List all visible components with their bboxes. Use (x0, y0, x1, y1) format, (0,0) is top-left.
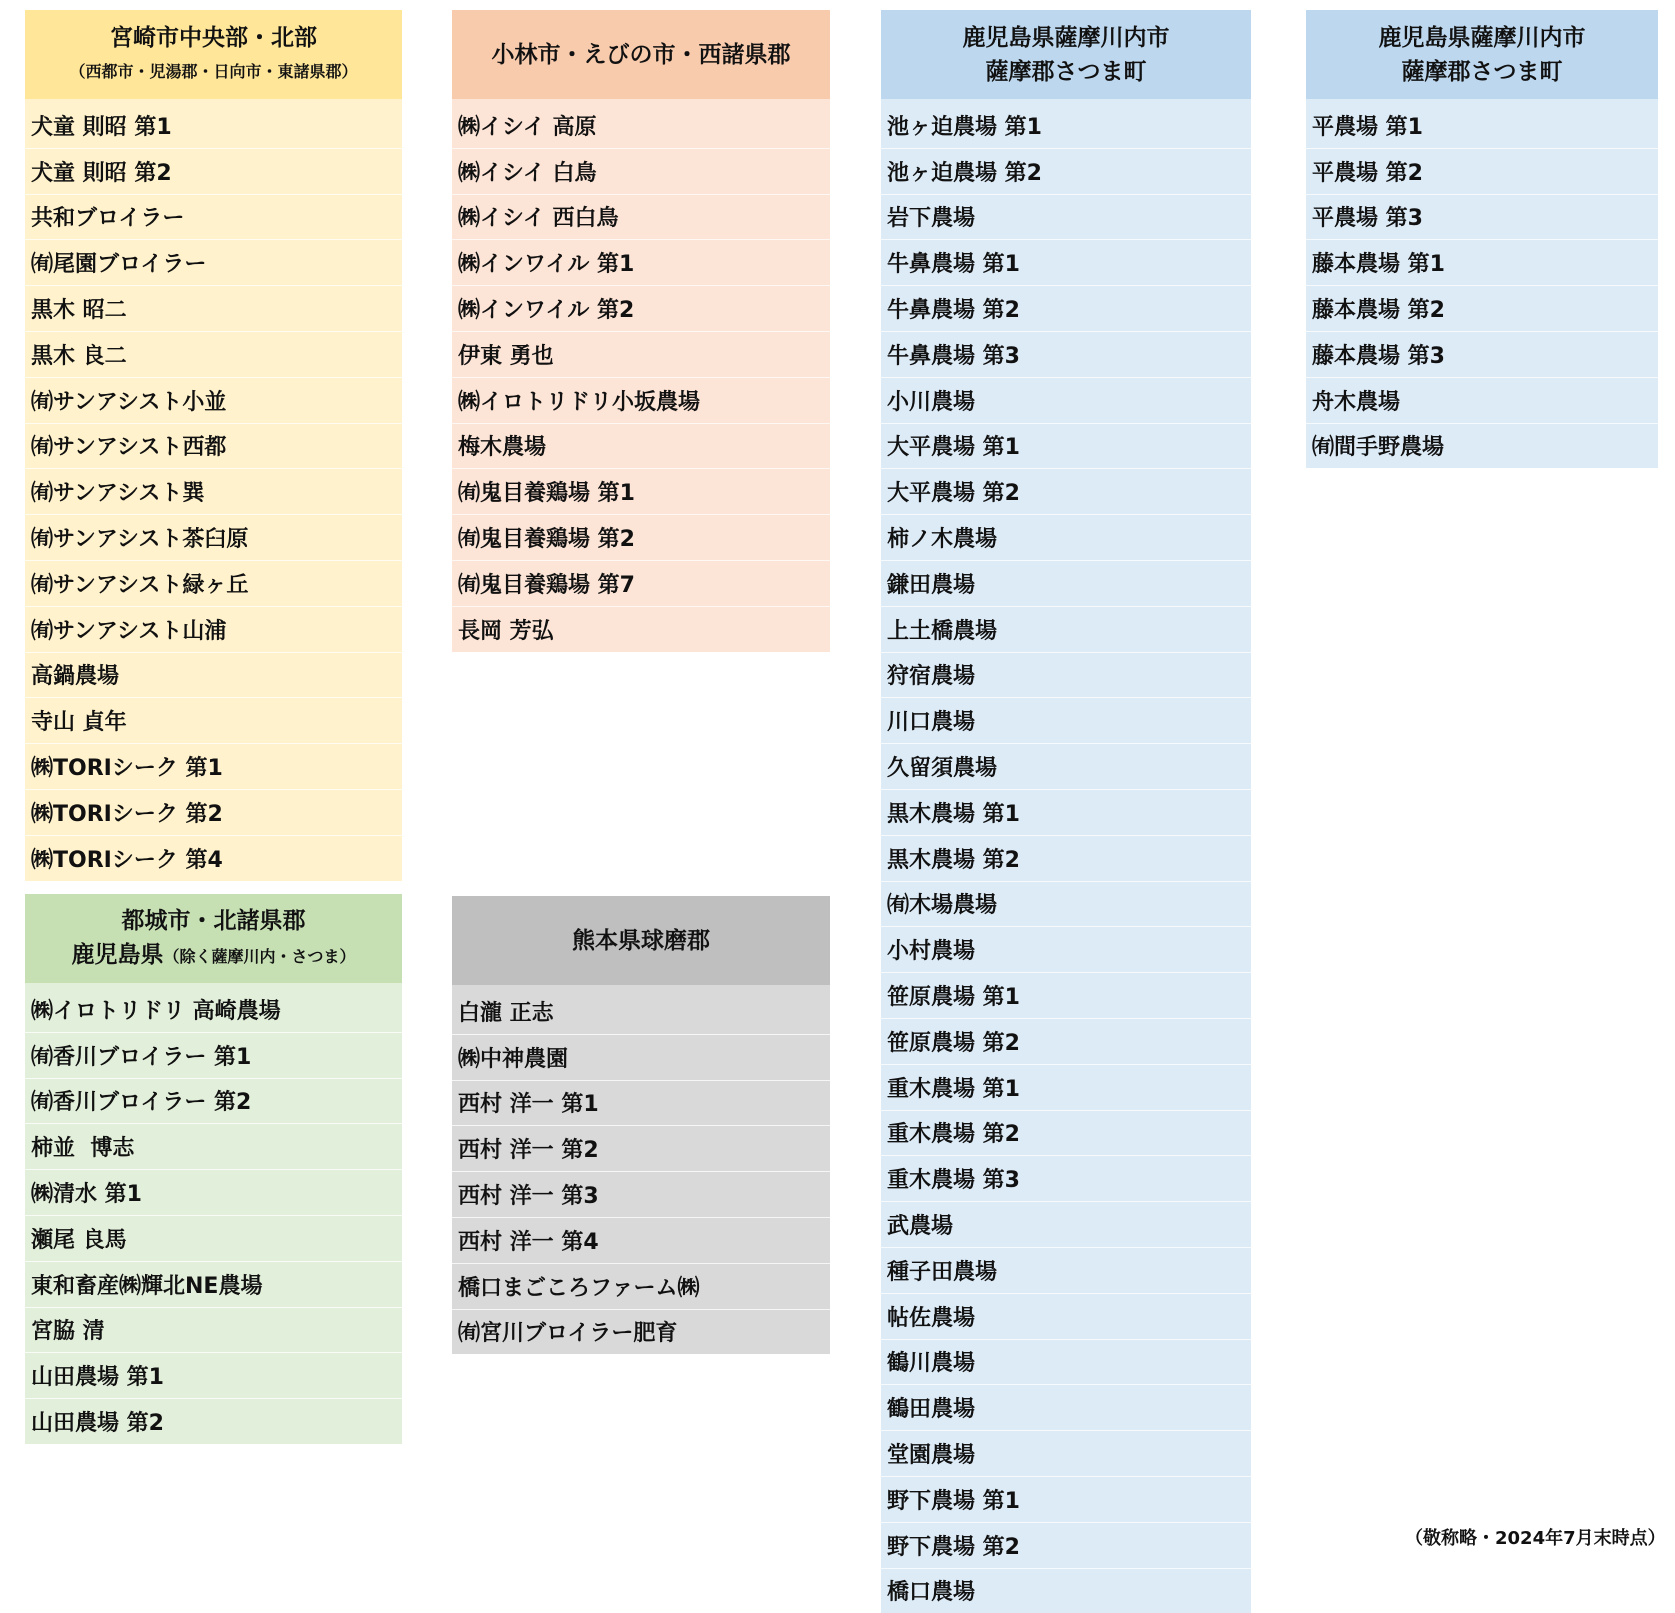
list-item: ㈲鬼目養鶏場 第7 (452, 560, 830, 606)
list-item: ㈱中神農園 (452, 1034, 830, 1080)
list-item: 藤本農場 第2 (1306, 285, 1658, 331)
group-header (881, 10, 1251, 99)
list-item: 梅木農場 (452, 423, 830, 469)
list-item: 鎌田農場 (881, 560, 1251, 606)
list-item: 黒木農場 第2 (881, 835, 1251, 881)
list-item: 重木農場 第2 (881, 1110, 1251, 1156)
list-item: ㈱イロトリドリ 高崎農場 (25, 987, 402, 1032)
list-item: 柿並 博志 (25, 1123, 402, 1169)
group-title: 宮崎市中央部・北部 (110, 21, 317, 55)
list-item: 西村 洋一 第3 (452, 1171, 830, 1217)
group-subtitle: （除く薩摩川内・さつま） (163, 947, 355, 966)
list-item: 笹原農場 第1 (881, 972, 1251, 1018)
list-item: 橋口農場 (881, 1568, 1251, 1613)
list-item: ㈲鬼目養鶏場 第1 (452, 468, 830, 514)
group-header (25, 894, 402, 983)
list-item: 大平農場 第1 (881, 423, 1251, 469)
list-item: 狩宿農場 (881, 652, 1251, 698)
list-item: 伊東 勇也 (452, 331, 830, 377)
list-item: ㈱インワイル 第1 (452, 239, 830, 285)
list-item: ㈱イシイ 白鳥 (452, 148, 830, 194)
list-item: 東和畜産㈱輝北NE農場 (25, 1261, 402, 1307)
list-item: 野下農場 第1 (881, 1476, 1251, 1522)
list-item: ㈲サンアシスト緑ヶ丘 (25, 560, 402, 606)
list-item: ㈲サンアシスト小並 (25, 377, 402, 423)
list-item: ㈲香川ブロイラー 第2 (25, 1078, 402, 1124)
list-item: 池ヶ迫農場 第1 (881, 103, 1251, 148)
group-header (25, 10, 402, 99)
list-item: ㈲サンアシスト西都 (25, 423, 402, 469)
group-panel-miyazaki-north (25, 10, 402, 881)
group-list (25, 983, 402, 1444)
list-item: 犬童 則昭 第1 (25, 103, 402, 148)
list-item: 長岡 芳弘 (452, 606, 830, 652)
list-item: ㈲サンアシスト茶臼原 (25, 514, 402, 560)
group-panel-kobayashi (452, 10, 830, 652)
group-title: 鹿児島県薩摩川内市 (1379, 21, 1586, 55)
group-list (452, 99, 830, 652)
group-title-line2 (71, 938, 355, 974)
list-item: 西村 洋一 第2 (452, 1125, 830, 1171)
list-item: 鶴田農場 (881, 1384, 1251, 1430)
list-item: 橋口まごころファーム㈱ (452, 1263, 830, 1309)
group-list (25, 99, 402, 881)
group-title: 小林市・えびの市・西諸県郡 (492, 38, 791, 72)
list-item: ㈲サンアシスト山浦 (25, 606, 402, 652)
list-item: 野下農場 第2 (881, 1522, 1251, 1568)
list-item: 平農場 第2 (1306, 148, 1658, 194)
list-item: 鶴川農場 (881, 1339, 1251, 1385)
list-item: 川口農場 (881, 697, 1251, 743)
group-header (1306, 10, 1658, 99)
list-item: 重木農場 第3 (881, 1155, 1251, 1201)
group-title-line2: 薩摩郡さつま町 (1402, 55, 1563, 89)
group-header (452, 10, 830, 99)
list-item: ㈱イシイ 高原 (452, 103, 830, 148)
list-item: 武農場 (881, 1201, 1251, 1247)
list-item: 高鍋農場 (25, 652, 402, 698)
list-item: 重木農場 第1 (881, 1064, 1251, 1110)
list-item: 瀬尾 良馬 (25, 1215, 402, 1261)
list-item: ㈲香川ブロイラー 第1 (25, 1032, 402, 1078)
list-item: 笹原農場 第2 (881, 1018, 1251, 1064)
list-item: ㈱インワイル 第2 (452, 285, 830, 331)
list-item: 小川農場 (881, 377, 1251, 423)
list-item: ㈲間手野農場 (1306, 423, 1658, 469)
list-item: ㈲鬼目養鶏場 第2 (452, 514, 830, 560)
list-item: ㈱TORIシーク 第2 (25, 789, 402, 835)
list-item: ㈱TORIシーク 第4 (25, 835, 402, 881)
list-item: 久留須農場 (881, 743, 1251, 789)
list-item: 帖佐農場 (881, 1293, 1251, 1339)
list-item: 平農場 第1 (1306, 103, 1658, 148)
group-panel-satsumasendai-2 (1306, 10, 1658, 468)
group-title-line2-text: 鹿児島県 (71, 942, 163, 968)
footnote: （敬称略・2024年7月末時点） (1405, 1524, 1666, 1550)
list-item: ㈱清水 第1 (25, 1169, 402, 1215)
group-panel-satsumasendai-1 (881, 10, 1251, 1613)
group-title: 都城市・北諸県郡 (122, 904, 306, 938)
list-item: ㈲宮川ブロイラー肥育 (452, 1309, 830, 1355)
list-item: ㈲木場農場 (881, 881, 1251, 927)
group-title-line2: 薩摩郡さつま町 (986, 55, 1147, 89)
list-item: ㈲尾園ブロイラー (25, 239, 402, 285)
list-item: 山田農場 第2 (25, 1398, 402, 1444)
list-item: 共和ブロイラー (25, 194, 402, 240)
list-item: 西村 洋一 第1 (452, 1080, 830, 1126)
group-header (452, 896, 830, 985)
list-item: ㈱イシイ 西白鳥 (452, 194, 830, 240)
group-list (452, 985, 830, 1354)
list-item: 黒木 良二 (25, 331, 402, 377)
list-item: 牛鼻農場 第2 (881, 285, 1251, 331)
group-title: 鹿児島県薩摩川内市 (963, 21, 1170, 55)
list-item: 牛鼻農場 第1 (881, 239, 1251, 285)
group-title: 熊本県球磨郡 (572, 924, 710, 958)
list-item: 宮脇 清 (25, 1307, 402, 1353)
group-panel-miyakonojo (25, 894, 402, 1444)
list-item: 山田農場 第1 (25, 1352, 402, 1398)
group-subtitle: （西都市・児湯郡・日向市・東諸県郡） (69, 55, 357, 89)
list-item: ㈱TORIシーク 第1 (25, 743, 402, 789)
group-panel-kuma (452, 896, 830, 1354)
group-list (881, 99, 1251, 1613)
list-item: 平農場 第3 (1306, 194, 1658, 240)
list-item: 岩下農場 (881, 194, 1251, 240)
list-item: ㈲サンアシスト巽 (25, 468, 402, 514)
list-item: 黒木 昭二 (25, 285, 402, 331)
list-item: 牛鼻農場 第3 (881, 331, 1251, 377)
list-item: 大平農場 第2 (881, 468, 1251, 514)
list-item: 白瀧 正志 (452, 989, 830, 1034)
list-item: 黒木農場 第1 (881, 789, 1251, 835)
list-item: 堂園農場 (881, 1430, 1251, 1476)
list-item: 藤本農場 第1 (1306, 239, 1658, 285)
list-item: ㈱イロトリドリ小坂農場 (452, 377, 830, 423)
list-item: 寺山 貞年 (25, 697, 402, 743)
list-item: 上土橋農場 (881, 606, 1251, 652)
list-item: 犬童 則昭 第2 (25, 148, 402, 194)
list-item: 種子田農場 (881, 1247, 1251, 1293)
list-item: 小村農場 (881, 926, 1251, 972)
list-item: 柿ノ木農場 (881, 514, 1251, 560)
list-item: 藤本農場 第3 (1306, 331, 1658, 377)
group-list (1306, 99, 1658, 468)
list-item: 舟木農場 (1306, 377, 1658, 423)
list-item: 西村 洋一 第4 (452, 1217, 830, 1263)
list-item: 池ヶ迫農場 第2 (881, 148, 1251, 194)
